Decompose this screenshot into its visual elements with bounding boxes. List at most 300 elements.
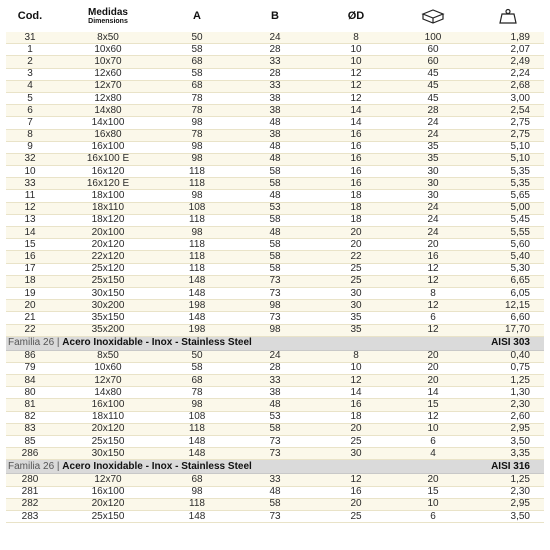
cell-b: 48 xyxy=(232,190,318,202)
cell-b: 58 xyxy=(232,263,318,275)
table-header-row xyxy=(6,0,544,32)
cell-weight: 2,75 xyxy=(472,117,544,129)
cell-weight: 5,10 xyxy=(472,153,544,165)
cell-dimensions: 10x60 xyxy=(54,362,162,374)
cell-od: 10 xyxy=(318,362,394,374)
cell-box-qty: 24 xyxy=(394,214,472,226)
cell-dimensions: 16x120 xyxy=(54,166,162,178)
cell-b: 33 xyxy=(232,80,318,92)
cell-a: 118 xyxy=(162,251,232,263)
cell-cod: 8 xyxy=(6,129,54,141)
cell-weight: 2,54 xyxy=(472,105,544,117)
family-number: Familia 26 | xyxy=(8,460,60,472)
cell-cod: 85 xyxy=(6,436,54,448)
cell-a: 78 xyxy=(162,92,232,104)
table-row xyxy=(6,448,544,460)
cell-cod: 11 xyxy=(6,190,54,202)
cell-cod: 12 xyxy=(6,202,54,214)
cell-cod: 86 xyxy=(6,350,54,362)
cell-cod: 283 xyxy=(6,510,54,522)
cell-cod: 22 xyxy=(6,324,54,336)
table-row xyxy=(6,190,544,202)
cell-dimensions: 20x120 xyxy=(54,423,162,435)
cell-a: 98 xyxy=(162,486,232,498)
cell-od: 18 xyxy=(318,202,394,214)
cell-weight: 3,50 xyxy=(472,436,544,448)
cell-a: 98 xyxy=(162,227,232,239)
cell-weight: 2,49 xyxy=(472,56,544,68)
table-row xyxy=(6,300,544,312)
cell-cod: 286 xyxy=(6,448,54,460)
cell-box-qty: 60 xyxy=(394,44,472,56)
cell-cod: 32 xyxy=(6,153,54,165)
cell-od: 22 xyxy=(318,251,394,263)
cell-box-qty: 12 xyxy=(394,263,472,275)
cell-box-qty: 4 xyxy=(394,448,472,460)
cell-od: 25 xyxy=(318,263,394,275)
table-row xyxy=(6,510,544,522)
cell-dimensions: 12x60 xyxy=(54,68,162,80)
cell-weight: 2,30 xyxy=(472,399,544,411)
cell-b: 24 xyxy=(232,350,318,362)
cell-cod: 79 xyxy=(6,362,54,374)
cell-od: 14 xyxy=(318,387,394,399)
cell-dimensions: 30x200 xyxy=(54,300,162,312)
cell-weight: 12,15 xyxy=(472,300,544,312)
table-row xyxy=(6,105,544,117)
cell-b: 48 xyxy=(232,117,318,129)
cell-b: 58 xyxy=(232,214,318,226)
table-row xyxy=(6,312,544,324)
cell-dimensions: 16x100 xyxy=(54,486,162,498)
cell-cod: 4 xyxy=(6,80,54,92)
cell-weight: 17,70 xyxy=(472,324,544,336)
cell-dimensions: 35x200 xyxy=(54,324,162,336)
table-row xyxy=(6,68,544,80)
cell-box-qty: 12 xyxy=(394,324,472,336)
cell-a: 148 xyxy=(162,275,232,287)
cell-cod: 84 xyxy=(6,375,54,387)
box-icon xyxy=(421,8,445,24)
table-row xyxy=(6,387,544,399)
cell-box-qty: 12 xyxy=(394,275,472,287)
cell-dimensions: 16x100 E xyxy=(54,153,162,165)
cell-box-qty: 35 xyxy=(394,153,472,165)
cell-box-qty: 6 xyxy=(394,312,472,324)
cell-od: 18 xyxy=(318,214,394,226)
cell-cod: 82 xyxy=(6,411,54,423)
table-row xyxy=(6,411,544,423)
cell-od: 25 xyxy=(318,436,394,448)
cell-a: 118 xyxy=(162,166,232,178)
cell-od: 8 xyxy=(318,32,394,44)
table-row xyxy=(6,92,544,104)
cell-cod: 16 xyxy=(6,251,54,263)
cell-box-qty: 20 xyxy=(394,239,472,251)
cell-od: 12 xyxy=(318,68,394,80)
cell-box-qty: 20 xyxy=(394,350,472,362)
cell-b: 73 xyxy=(232,275,318,287)
cell-weight: 1,30 xyxy=(472,387,544,399)
section-aisi-303 xyxy=(6,350,544,460)
cell-cod: 13 xyxy=(6,214,54,226)
table-row xyxy=(6,251,544,263)
cell-box-qty: 45 xyxy=(394,68,472,80)
cell-od: 12 xyxy=(318,474,394,486)
cell-b: 38 xyxy=(232,92,318,104)
cell-dimensions: 20x120 xyxy=(54,239,162,251)
cell-dimensions: 18x100 xyxy=(54,190,162,202)
cell-od: 12 xyxy=(318,92,394,104)
cell-weight: 0,40 xyxy=(472,350,544,362)
cell-b: 58 xyxy=(232,178,318,190)
cell-weight: 5,65 xyxy=(472,190,544,202)
family-row-aisi-316 xyxy=(6,460,544,474)
cell-a: 98 xyxy=(162,399,232,411)
cell-b: 48 xyxy=(232,486,318,498)
cell-dimensions: 14x100 xyxy=(54,117,162,129)
table-row xyxy=(6,44,544,56)
header-b: B xyxy=(271,10,279,22)
cell-dimensions: 12x70 xyxy=(54,375,162,387)
cell-box-qty: 100 xyxy=(394,32,472,44)
header-od: ØD xyxy=(347,10,365,22)
cell-weight: 2,30 xyxy=(472,486,544,498)
section-aisi-316 xyxy=(6,474,544,523)
cell-cod: 7 xyxy=(6,117,54,129)
cell-cod: 33 xyxy=(6,178,54,190)
family-row-aisi-303 xyxy=(6,336,544,350)
cell-b: 73 xyxy=(232,436,318,448)
family-label xyxy=(6,460,394,474)
table-row xyxy=(6,436,544,448)
cell-a: 118 xyxy=(162,239,232,251)
cell-cod: 81 xyxy=(6,399,54,411)
cell-b: 58 xyxy=(232,498,318,510)
header-medidas xyxy=(54,0,162,32)
cell-b: 98 xyxy=(232,300,318,312)
table-row xyxy=(6,239,544,251)
cell-b: 33 xyxy=(232,56,318,68)
cell-a: 68 xyxy=(162,474,232,486)
cell-b: 48 xyxy=(232,227,318,239)
cell-b: 58 xyxy=(232,423,318,435)
cell-cod: 18 xyxy=(6,275,54,287)
cell-weight: 5,55 xyxy=(472,227,544,239)
cell-cod: 83 xyxy=(6,423,54,435)
family-grade: AISI 316 xyxy=(394,460,544,474)
cell-cod: 14 xyxy=(6,227,54,239)
table-row xyxy=(6,423,544,435)
cell-dimensions: 8x50 xyxy=(54,32,162,44)
table-row xyxy=(6,227,544,239)
family-grade: AISI 303 xyxy=(394,336,544,350)
cell-od: 18 xyxy=(318,190,394,202)
cell-b: 58 xyxy=(232,251,318,263)
table-row xyxy=(6,153,544,165)
cell-cod: 17 xyxy=(6,263,54,275)
cell-box-qty: 10 xyxy=(394,423,472,435)
cell-weight: 1,89 xyxy=(472,32,544,44)
cell-box-qty: 12 xyxy=(394,411,472,423)
cell-dimensions: 30x150 xyxy=(54,287,162,299)
cell-a: 98 xyxy=(162,153,232,165)
cell-od: 30 xyxy=(318,300,394,312)
section-standard xyxy=(6,32,544,336)
dimensions-table xyxy=(6,0,544,523)
cell-a: 68 xyxy=(162,80,232,92)
cell-box-qty: 24 xyxy=(394,227,472,239)
cell-weight: 2,75 xyxy=(472,129,544,141)
cell-od: 16 xyxy=(318,141,394,153)
cell-weight: 5,35 xyxy=(472,166,544,178)
cell-dimensions: 35x150 xyxy=(54,312,162,324)
cell-weight: 2,68 xyxy=(472,80,544,92)
cell-box-qty: 60 xyxy=(394,56,472,68)
cell-weight: 5,10 xyxy=(472,141,544,153)
cell-box-qty: 20 xyxy=(394,362,472,374)
cell-b: 24 xyxy=(232,32,318,44)
family-label xyxy=(6,336,394,350)
cell-box-qty: 20 xyxy=(394,375,472,387)
cell-od: 25 xyxy=(318,510,394,522)
table-row xyxy=(6,32,544,44)
table-row xyxy=(6,214,544,226)
cell-box-qty: 24 xyxy=(394,117,472,129)
cell-od: 10 xyxy=(318,44,394,56)
cell-weight: 2,60 xyxy=(472,411,544,423)
cell-b: 53 xyxy=(232,411,318,423)
cell-b: 48 xyxy=(232,141,318,153)
header-dimensions-label: Dimensions xyxy=(88,17,128,25)
header-cod: Cod. xyxy=(17,10,43,22)
cell-cod: 282 xyxy=(6,498,54,510)
table-row xyxy=(6,350,544,362)
cell-a: 118 xyxy=(162,178,232,190)
cell-b: 38 xyxy=(232,129,318,141)
cell-b: 58 xyxy=(232,239,318,251)
cell-dimensions: 22x120 xyxy=(54,251,162,263)
cell-od: 8 xyxy=(318,350,394,362)
cell-box-qty: 30 xyxy=(394,178,472,190)
cell-od: 30 xyxy=(318,287,394,299)
cell-box-qty: 30 xyxy=(394,166,472,178)
cell-box-qty: 14 xyxy=(394,387,472,399)
cell-b: 48 xyxy=(232,399,318,411)
cell-box-qty: 45 xyxy=(394,80,472,92)
cell-od: 14 xyxy=(318,117,394,129)
cell-a: 198 xyxy=(162,324,232,336)
cell-od: 20 xyxy=(318,239,394,251)
cell-od: 20 xyxy=(318,498,394,510)
cell-dimensions: 18x110 xyxy=(54,411,162,423)
cell-a: 78 xyxy=(162,105,232,117)
cell-cod: 9 xyxy=(6,141,54,153)
cell-cod: 21 xyxy=(6,312,54,324)
cell-dimensions: 8x50 xyxy=(54,350,162,362)
cell-a: 118 xyxy=(162,423,232,435)
cell-b: 73 xyxy=(232,287,318,299)
cell-box-qty: 16 xyxy=(394,251,472,263)
cell-box-qty: 45 xyxy=(394,92,472,104)
section-family-303-header xyxy=(6,336,544,350)
cell-weight: 5,00 xyxy=(472,202,544,214)
cell-cod: 2 xyxy=(6,56,54,68)
cell-dimensions: 16x100 xyxy=(54,141,162,153)
cell-od: 16 xyxy=(318,129,394,141)
cell-dimensions: 16x120 E xyxy=(54,178,162,190)
header-box xyxy=(394,0,472,32)
cell-a: 78 xyxy=(162,387,232,399)
cell-od: 16 xyxy=(318,178,394,190)
cell-box-qty: 30 xyxy=(394,190,472,202)
cell-b: 53 xyxy=(232,202,318,214)
cell-cod: 280 xyxy=(6,474,54,486)
cell-b: 73 xyxy=(232,312,318,324)
cell-od: 12 xyxy=(318,80,394,92)
table-row xyxy=(6,275,544,287)
cell-dimensions: 25x150 xyxy=(54,275,162,287)
cell-a: 98 xyxy=(162,117,232,129)
cell-a: 108 xyxy=(162,411,232,423)
cell-box-qty: 28 xyxy=(394,105,472,117)
cell-cod: 20 xyxy=(6,300,54,312)
cell-cod: 10 xyxy=(6,166,54,178)
cell-box-qty: 12 xyxy=(394,300,472,312)
cell-b: 33 xyxy=(232,375,318,387)
cell-cod: 19 xyxy=(6,287,54,299)
cell-dimensions: 25x120 xyxy=(54,263,162,275)
cell-a: 118 xyxy=(162,214,232,226)
cell-b: 98 xyxy=(232,324,318,336)
cell-cod: 80 xyxy=(6,387,54,399)
cell-b: 28 xyxy=(232,44,318,56)
cell-a: 198 xyxy=(162,300,232,312)
cell-a: 50 xyxy=(162,350,232,362)
cell-weight: 6,65 xyxy=(472,275,544,287)
cell-od: 16 xyxy=(318,399,394,411)
table-row xyxy=(6,474,544,486)
cell-od: 10 xyxy=(318,56,394,68)
cell-cod: 5 xyxy=(6,92,54,104)
cell-dimensions: 14x80 xyxy=(54,387,162,399)
cell-weight: 3,35 xyxy=(472,448,544,460)
cell-cod: 15 xyxy=(6,239,54,251)
cell-dimensions: 20x100 xyxy=(54,227,162,239)
cell-weight: 5,40 xyxy=(472,251,544,263)
header-weight xyxy=(472,0,544,32)
cell-dimensions: 12x80 xyxy=(54,92,162,104)
cell-a: 108 xyxy=(162,202,232,214)
cell-dimensions: 12x70 xyxy=(54,80,162,92)
cell-a: 148 xyxy=(162,448,232,460)
cell-cod: 281 xyxy=(6,486,54,498)
table-row xyxy=(6,362,544,374)
cell-weight: 1,25 xyxy=(472,375,544,387)
cell-a: 148 xyxy=(162,510,232,522)
cell-cod: 6 xyxy=(6,105,54,117)
cell-box-qty: 6 xyxy=(394,436,472,448)
cell-weight: 6,60 xyxy=(472,312,544,324)
cell-a: 118 xyxy=(162,263,232,275)
table-row xyxy=(6,375,544,387)
cell-a: 58 xyxy=(162,44,232,56)
family-number: Familia 26 | xyxy=(8,337,60,349)
cell-od: 35 xyxy=(318,324,394,336)
cell-a: 148 xyxy=(162,312,232,324)
cell-dimensions: 18x110 xyxy=(54,202,162,214)
section-family-316-header xyxy=(6,460,544,474)
cell-box-qty: 24 xyxy=(394,202,472,214)
cell-od: 16 xyxy=(318,166,394,178)
cell-weight: 3,50 xyxy=(472,510,544,522)
table-row xyxy=(6,178,544,190)
cell-dimensions: 18x120 xyxy=(54,214,162,226)
cell-a: 148 xyxy=(162,287,232,299)
cell-weight: 0,75 xyxy=(472,362,544,374)
cell-weight: 5,35 xyxy=(472,178,544,190)
cell-b: 58 xyxy=(232,166,318,178)
table-row xyxy=(6,80,544,92)
cell-weight: 3,00 xyxy=(472,92,544,104)
table-row xyxy=(6,263,544,275)
cell-b: 28 xyxy=(232,362,318,374)
cell-b: 28 xyxy=(232,68,318,80)
table-row xyxy=(6,399,544,411)
cell-weight: 2,24 xyxy=(472,68,544,80)
cell-cod: 3 xyxy=(6,68,54,80)
cell-od: 35 xyxy=(318,312,394,324)
cell-box-qty: 35 xyxy=(394,141,472,153)
cell-weight: 5,45 xyxy=(472,214,544,226)
cell-box-qty: 15 xyxy=(394,399,472,411)
cell-od: 12 xyxy=(318,375,394,387)
cell-dimensions: 16x100 xyxy=(54,399,162,411)
cell-dimensions: 20x120 xyxy=(54,498,162,510)
cell-od: 16 xyxy=(318,486,394,498)
weight-icon xyxy=(499,8,517,24)
cell-box-qty: 24 xyxy=(394,129,472,141)
cell-b: 73 xyxy=(232,448,318,460)
cell-od: 14 xyxy=(318,105,394,117)
family-material: Acero Inoxidable - Inox - Stainless Steel xyxy=(62,460,252,472)
cell-a: 98 xyxy=(162,141,232,153)
cell-od: 20 xyxy=(318,227,394,239)
cell-box-qty: 10 xyxy=(394,498,472,510)
cell-b: 73 xyxy=(232,510,318,522)
table-row xyxy=(6,324,544,336)
cell-dimensions: 12x70 xyxy=(54,474,162,486)
cell-weight: 5,60 xyxy=(472,239,544,251)
cell-dimensions: 14x80 xyxy=(54,105,162,117)
cell-dimensions: 16x80 xyxy=(54,129,162,141)
cell-box-qty: 6 xyxy=(394,510,472,522)
cell-a: 68 xyxy=(162,375,232,387)
cell-a: 58 xyxy=(162,68,232,80)
cell-weight: 2,07 xyxy=(472,44,544,56)
cell-weight: 2,95 xyxy=(472,423,544,435)
cell-weight: 5,30 xyxy=(472,263,544,275)
cell-a: 148 xyxy=(162,436,232,448)
table-row xyxy=(6,129,544,141)
cell-dimensions: 25x150 xyxy=(54,436,162,448)
cell-cod: 31 xyxy=(6,32,54,44)
cell-dimensions: 25x150 xyxy=(54,510,162,522)
table-row xyxy=(6,498,544,510)
table-row xyxy=(6,166,544,178)
table-row xyxy=(6,141,544,153)
cell-weight: 2,95 xyxy=(472,498,544,510)
